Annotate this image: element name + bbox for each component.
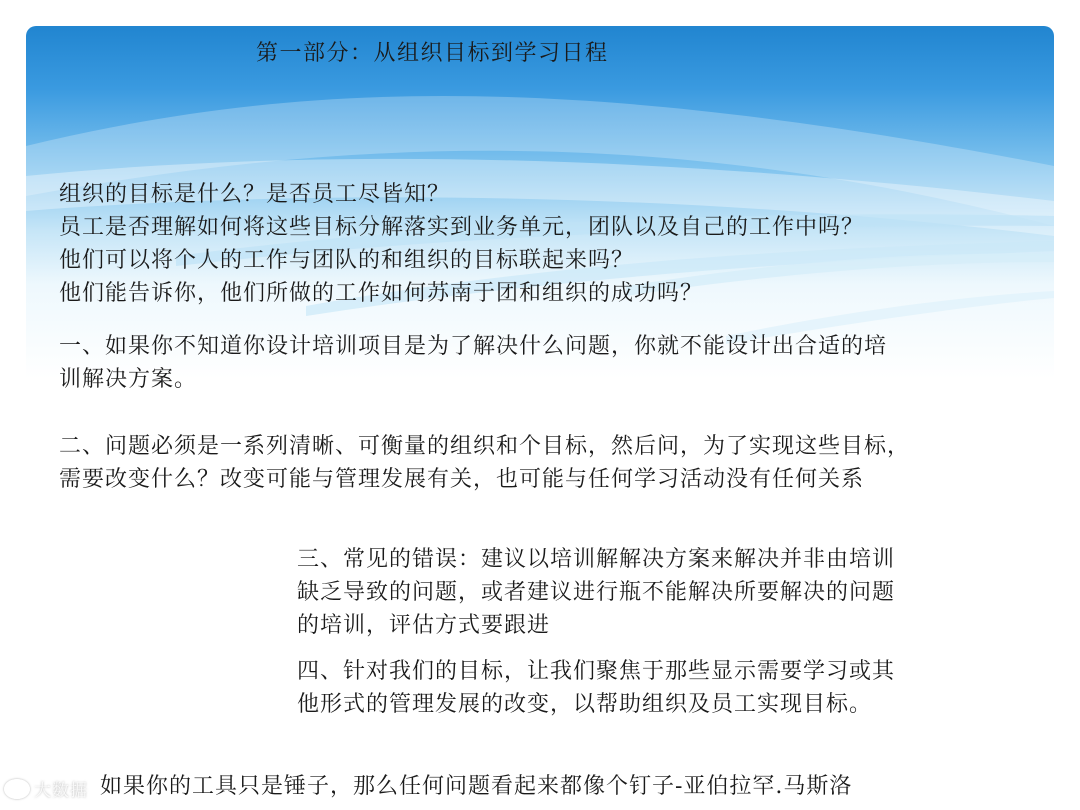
point-two-line: 需要改变什么？改变可能与管理发展有关，也可能与任何学习活动没有任何关系 [59, 467, 865, 492]
watermark-text: 大数据 [34, 781, 88, 801]
page-title: 第一部分：从组织目标到学习日程 [256, 41, 609, 66]
point-four-line: 他形式的管理发展的改变，以帮助组织及员工实现目标。 [297, 692, 873, 717]
point-three-line: 缺乏导致的问题，或者建议进行瓶不能解决所要解决的问题 [297, 580, 896, 605]
point-three [297, 543, 895, 642]
point-one-line: 一、如果你不知道你设计培训项目是为了解决什么问题，你就不能设计出合适的培 [59, 334, 888, 359]
point-four [297, 655, 895, 721]
point-three-line: 三、常见的错误：建议以培训解解决方案来解决并非由培训 [297, 547, 896, 572]
question-list [59, 178, 864, 310]
question-item: 他们可以将个人的工作与团队的和组织的目标联起来吗？ [59, 248, 635, 273]
point-one-line: 训解决方案。 [59, 367, 198, 392]
question-item: 员工是否理解如何将这些目标分解落实到业务单元，团队以及自己的工作中吗？ [59, 215, 865, 240]
watermark [4, 776, 88, 801]
watermark-logo-icon [4, 779, 30, 799]
question-item: 他们能告诉你，他们所做的工作如何苏南于团和组织的成功吗？ [59, 281, 704, 306]
point-three-line: 的培训，评估方式要跟进 [297, 613, 551, 638]
point-one [59, 330, 887, 396]
point-two-line: 二、问题必须是一系列清晰、可衡量的组织和个目标，然后问，为了实现这些目标， [59, 434, 911, 459]
maslow-quote: 如果你的工具只是锤子，那么任何问题看起来都像个钉子-亚伯拉罕.马斯洛 [100, 774, 853, 799]
slide [26, 26, 1054, 810]
point-four-line: 四、针对我们的目标，让我们聚焦于那些显示需要学习或其 [297, 659, 896, 684]
point-two [59, 430, 910, 496]
question-item: 组织的目标是什么？是否员工尽皆知？ [59, 182, 451, 207]
